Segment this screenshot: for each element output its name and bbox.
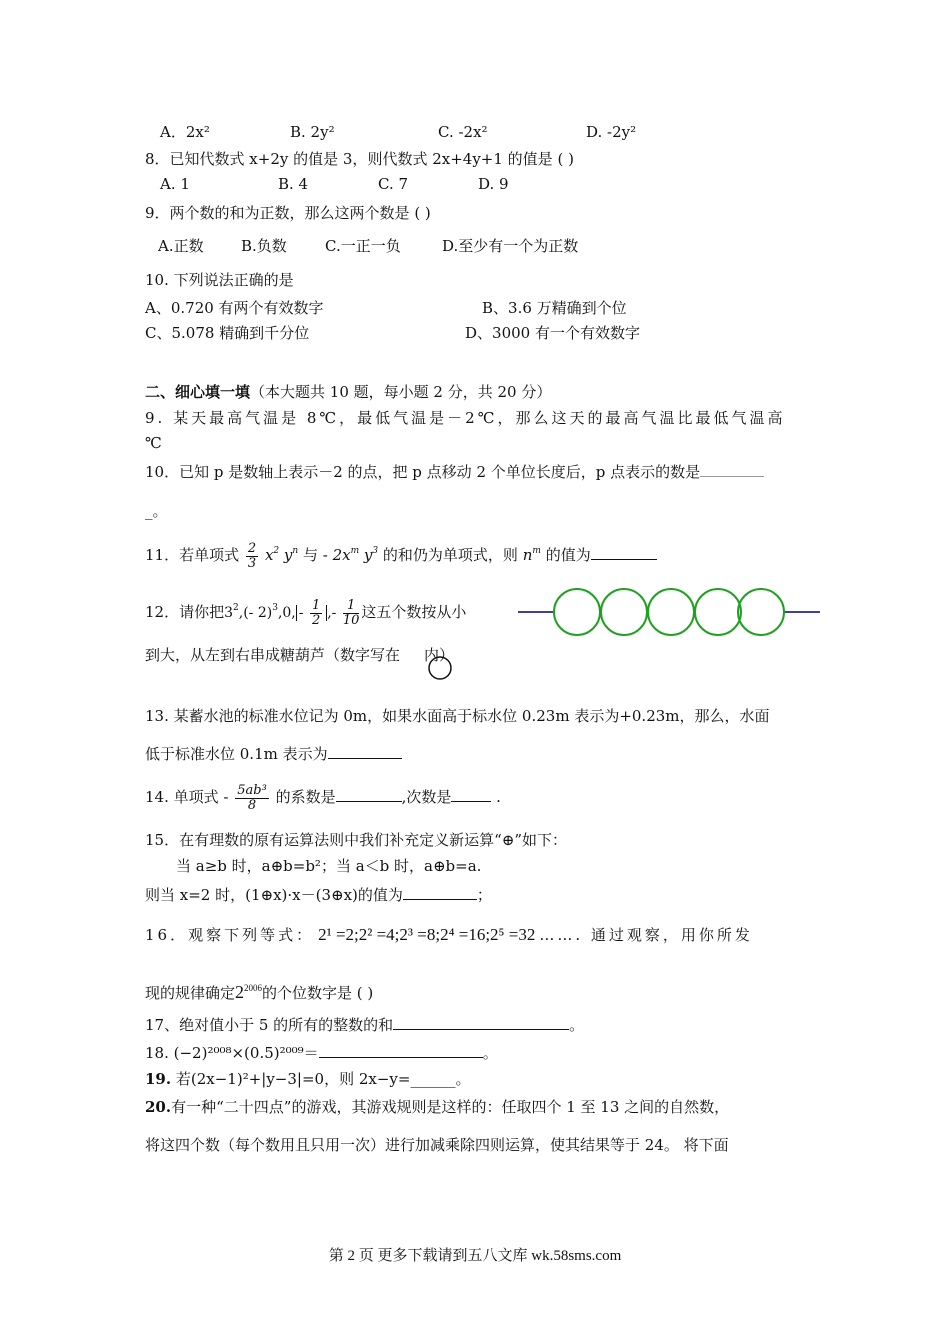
f16-power: $2^{2006}$ bbox=[235, 982, 263, 1002]
f17-answer-blank[interactable] bbox=[393, 1015, 569, 1030]
q7-option-a: A．2x² bbox=[160, 123, 210, 141]
f11-middle: 与 - bbox=[302, 546, 328, 564]
f11-fraction bbox=[246, 542, 258, 571]
q8-option-b: B. 4 bbox=[278, 175, 309, 193]
f10-line1 bbox=[145, 462, 764, 482]
q9-option-b: B.负数 bbox=[241, 237, 287, 255]
f16-line2-suffix: 的个位数字是 ( ) bbox=[262, 984, 374, 1002]
f10-text: 10．已知 p 是数轴上表示－2 的点，把 p 点移动 2 个单位长度后，p 点表示的数是 bbox=[145, 463, 701, 481]
f15-answer-blank[interactable] bbox=[403, 885, 477, 900]
f14-end: . bbox=[496, 788, 501, 806]
f15-line3-text: 则当 x=2 时，(1⊕x)·x－(3⊕x)的值为 bbox=[145, 886, 403, 904]
f18-line bbox=[145, 1043, 498, 1063]
f20-line1-text: 有一种“二十四点”的游戏，其游戏规则是这样的：任取四个 1 至 13 之间的自然数， bbox=[171, 1098, 730, 1116]
haw-circle-3[interactable] bbox=[648, 589, 694, 635]
q10-option-c: C、5.078 精确到千分位 bbox=[145, 324, 310, 342]
f12-frac1-den: 2 bbox=[311, 612, 321, 628]
f12-numbers: $3^2,(-$ 2)$^3$,0, - $\frac{1}{2}$ ,- $\frac{1}{10}$ bbox=[224, 597, 360, 628]
q9-option-a: A.正数 bbox=[158, 237, 204, 255]
section2-note: （本大题共 10 题，每小题 2 分，共 20 分） bbox=[250, 383, 552, 401]
f12-line2-text: 到大，从左到右串成糖葫芦（数字写在 bbox=[145, 646, 401, 664]
f18-end: 。 bbox=[482, 1044, 498, 1062]
f12-frac-half bbox=[310, 599, 322, 628]
q9-option-d: D.至少有一个为正数 bbox=[442, 237, 579, 255]
f17-text: 17、绝对值小于 5 的所有的整数的和 bbox=[145, 1016, 394, 1034]
haw-circle-2[interactable] bbox=[601, 589, 647, 635]
f19-line bbox=[145, 1069, 470, 1089]
f12-suffix: 这五个数按从小 bbox=[361, 603, 467, 621]
f10-line2: _。 bbox=[145, 502, 168, 520]
f18-answer-blank[interactable] bbox=[319, 1043, 483, 1058]
f18-text: 18. (−2)²⁰⁰⁸×(0.5)²⁰⁰⁹＝ bbox=[145, 1044, 319, 1062]
q10-option-d: D、3000 有一个有效数字 bbox=[465, 324, 640, 342]
q9-option-c: C.一正一负 bbox=[325, 237, 401, 255]
small-circle-icon bbox=[427, 655, 455, 681]
q8-option-a: A. 1 bbox=[160, 175, 190, 193]
f9-line1: 9. 某天最高气温是 8℃，最低气温是－2℃，那么这天的最高气温比最低气温高 bbox=[145, 409, 786, 427]
f14-mid2: ,次数是 bbox=[401, 788, 452, 806]
f20-number: 20. bbox=[145, 1098, 172, 1116]
q8-option-c: C. 7 bbox=[378, 175, 409, 193]
f14-coefficient-blank[interactable] bbox=[336, 787, 402, 802]
f19-text: 若(2x−1)²+|y−3|=0，则 2x−y=______。 bbox=[171, 1070, 471, 1088]
q7-option-c: C. -2x² bbox=[438, 123, 488, 141]
f11-answer-blank[interactable] bbox=[591, 545, 657, 560]
f17-line bbox=[145, 1015, 584, 1035]
f13-answer-blank[interactable] bbox=[328, 744, 402, 759]
f11-frac-num: 2 bbox=[247, 540, 257, 556]
f14-mid: 的系数是 bbox=[275, 788, 336, 806]
f16-prefix: 16．观察下列等式： bbox=[145, 926, 315, 944]
f12-frac1-num: 1 bbox=[311, 597, 321, 613]
section2-heading bbox=[145, 382, 551, 402]
f14-frac-num: 5ab³ bbox=[237, 782, 267, 798]
f12-prefix: 12．请你把 bbox=[145, 603, 225, 621]
f19-number: 19. bbox=[145, 1070, 172, 1088]
f12-frac2-num: 1 bbox=[343, 599, 360, 614]
q10-text: 10. 下列说法正确的是 bbox=[145, 271, 294, 289]
q9-text: 9．两个数的和为正数，那么这两个数是 ( ) bbox=[145, 204, 431, 222]
f16-line1 bbox=[145, 920, 753, 950]
f10-answer-blank[interactable] bbox=[700, 462, 764, 477]
f16-formula: 2¹ =2;2² =4;2³ =8;2⁴ =16;2⁵ =32 bbox=[318, 925, 536, 944]
f15-line2: 当 a≥b 时，a⊕b=b²；当 a＜b 时，a⊕b=a. bbox=[176, 857, 482, 875]
f20-line2: 将这四个数（每个数用且只用一次）进行加减乘除四则运算，使其结果等于 24。 将下面 bbox=[145, 1136, 729, 1154]
haw-circle-4[interactable] bbox=[695, 589, 741, 635]
f9-line2: ℃ bbox=[145, 434, 162, 452]
f11-term1: $x^2$ $y^n$ bbox=[264, 546, 299, 564]
f16-line2-prefix: 现的规律确定 bbox=[145, 984, 236, 1002]
q8-text: 8．已知代数式 x+2y 的值是 3，则代数式 2x+4y+1 的值是 ( ) bbox=[145, 150, 574, 168]
f20-line1 bbox=[145, 1097, 729, 1117]
f14-fraction bbox=[235, 784, 269, 813]
q7-option-d: D. -2y² bbox=[586, 123, 637, 141]
page-footer: 第 2 页 更多下载请到五八文库 wk.58sms.com bbox=[328, 1248, 622, 1264]
f13-line1: 13. 某蓄水池的标准水位记为 0m，如果水面高于标水位 0.23m 表示为+0.23m，那么，水面 bbox=[145, 707, 770, 725]
f15-line3-end: ； bbox=[476, 886, 492, 904]
f14-prefix: 14. 单项式 - bbox=[145, 788, 229, 806]
q10-option-b: B、3.6 万精确到个位 bbox=[482, 299, 627, 317]
f11-tail: 的值为 bbox=[545, 546, 591, 564]
section2-title: 二、细心填一填 bbox=[145, 383, 251, 401]
f12-frac-tenth bbox=[343, 599, 360, 628]
f14-line bbox=[145, 780, 501, 814]
f11-frac-den: 3 bbox=[247, 555, 257, 571]
f11-prefix: 11．若单项式 bbox=[145, 546, 240, 564]
f16-suffix: ……. 通过观察，用你所发 bbox=[539, 926, 753, 944]
f11-suffix: 的和仍为单项式，则 bbox=[382, 546, 518, 564]
f16-line2 bbox=[145, 980, 373, 1005]
f11-term2: $2x^m$ $y^3$ bbox=[332, 546, 379, 564]
f12-line1 bbox=[145, 596, 466, 629]
f12-frac2-den: 10 bbox=[342, 612, 360, 628]
haw-circle-1[interactable] bbox=[554, 589, 600, 635]
f14-degree-blank[interactable] bbox=[451, 787, 491, 802]
f12-line2 bbox=[145, 645, 454, 665]
haw-circle-5[interactable] bbox=[738, 589, 784, 635]
f11-line bbox=[145, 540, 657, 571]
q7-option-b: B. 2y² bbox=[290, 123, 335, 141]
f15-line1: 15．在有理数的原有运算法则中我们补充定义新运算“⊕”如下： bbox=[145, 831, 567, 849]
f15-line3 bbox=[145, 885, 492, 905]
f12-line2-end: 内） bbox=[424, 646, 455, 664]
f14-frac-den: 8 bbox=[247, 797, 257, 813]
tanghulu-diagram bbox=[518, 588, 820, 640]
f13-line2 bbox=[145, 744, 402, 764]
f13-line2-text: 低于标准水位 0.1m 表示为 bbox=[145, 745, 328, 763]
q8-option-d: D. 9 bbox=[478, 175, 509, 193]
q10-option-a: A、0.720 有两个有效数字 bbox=[145, 299, 324, 317]
f17-end: 。 bbox=[569, 1016, 585, 1034]
f11-power: $n^m$ bbox=[522, 546, 541, 564]
